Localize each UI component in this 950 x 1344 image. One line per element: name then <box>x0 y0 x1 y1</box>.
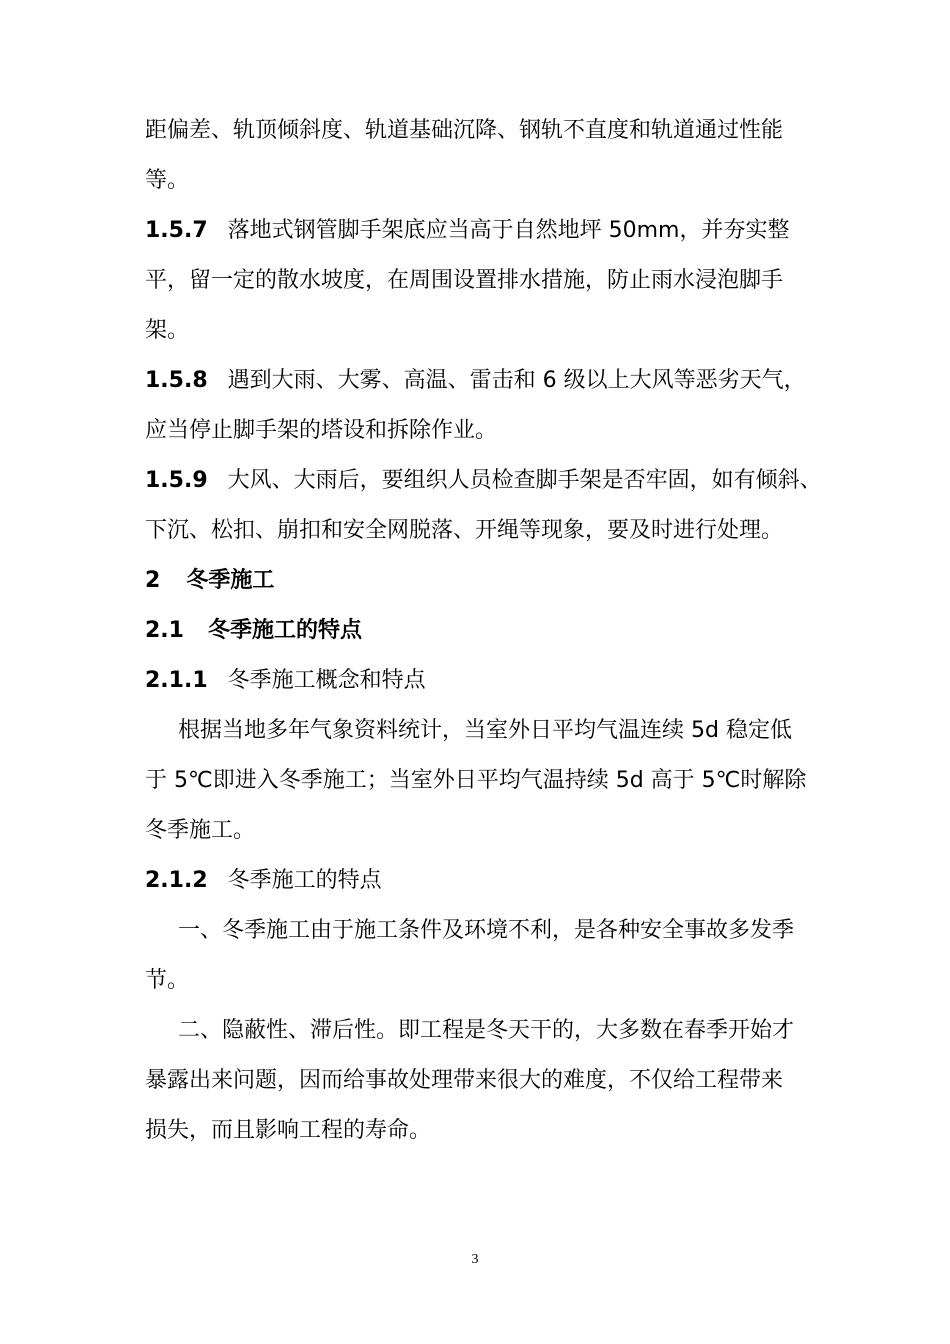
page-number: 3 <box>471 1252 479 1267</box>
heading-number: 2.1.2 <box>145 868 208 893</box>
heading-title: 冬季施工 <box>186 568 275 593</box>
paragraph-line: 于 5℃即进入冬季施工；当室外日平均气温持续 5d 高于 5℃时解除 <box>145 768 807 793</box>
paragraph-line: 下沉、松扣、崩扣和安全网脱落、开绳等现象，要及时进行处理。 <box>145 518 784 543</box>
paragraph-line: 冬季施工。 <box>145 818 256 843</box>
heading-title: 冬季施工的特点 <box>207 618 362 643</box>
heading-number: 2.1.1 <box>145 668 208 693</box>
section-1-5-8 <box>145 366 806 396</box>
paragraph-line: 根据当地多年气象资料统计，当室外日平均气温连续 5d 稳定低 <box>178 718 792 743</box>
section-number: 1.5.7 <box>145 218 208 243</box>
heading-2 <box>145 566 274 596</box>
paragraph-line: 节。 <box>145 968 190 993</box>
paragraph-line: 距偏差、轨顶倾斜度、轨道基础沉降、钢轨不直度和轨道通过性能 <box>145 118 784 143</box>
heading-title: 冬季施工概念和特点 <box>227 668 426 693</box>
heading-number: 2.1 <box>145 618 184 643</box>
section-text: 大风、大雨后，要组织人员检查脚手架是否牢固，如有倾斜、 <box>227 468 822 493</box>
heading-title: 冬季施工的特点 <box>227 868 382 893</box>
paragraph-line: 等。 <box>145 168 190 193</box>
paragraph-line: 暴露出来问题，因而给事故处理带来很大的难度，不仅给工程带来 <box>145 1068 784 1093</box>
section-text: 落地式钢管脚手架底应当高于自然地坪 50mm，并夯实整 <box>227 218 790 243</box>
heading-2-1 <box>145 616 362 646</box>
paragraph-line: 架。 <box>145 318 190 343</box>
paragraph-line: 平，留一定的散水坡度，在周围设置排水措施，防止雨水浸泡脚手 <box>145 268 784 293</box>
paragraph-line: 二、隐蔽性、滞后性。即工程是冬天干的，大多数在春季开始才 <box>178 1018 795 1043</box>
paragraph-line: 损失，而且影响工程的寿命。 <box>145 1118 432 1143</box>
heading-2-1-2 <box>145 866 382 896</box>
paragraph-line: 一、冬季施工由于施工条件及环境不利，是各种安全事故多发季 <box>178 918 795 943</box>
section-1-5-9 <box>145 466 822 496</box>
section-text: 遇到大雨、大雾、高温、雷击和 6 级以上大风等恶劣天气， <box>227 368 806 393</box>
heading-number: 2 <box>145 568 161 593</box>
section-number: 1.5.9 <box>145 468 208 493</box>
section-1-5-7 <box>145 216 790 246</box>
paragraph-line: 应当停止脚手架的塔设和拆除作业。 <box>145 418 498 443</box>
heading-2-1-1 <box>145 666 426 696</box>
section-number: 1.5.8 <box>145 368 208 393</box>
